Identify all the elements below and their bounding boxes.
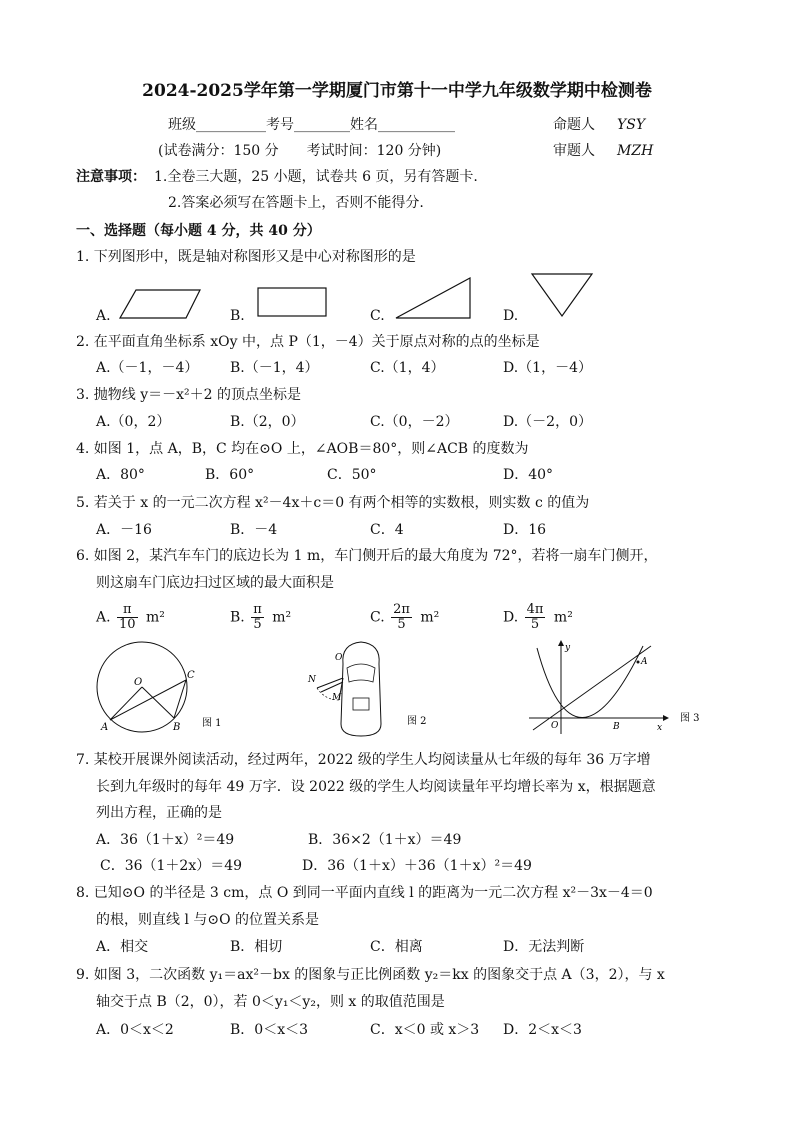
page-title: 2024-2025学年第一学期厦门市第十一中学九年级数学期中检测卷 [142,81,652,101]
fig1-label-a: A [101,722,109,733]
class-id-name-fields: 班级__________考号________姓名___________ [168,117,455,133]
fig1-label-o: O [134,677,143,688]
fig3-label-o: O [551,721,559,731]
reviewer-name: MZH [617,143,654,159]
car-body [341,642,381,736]
inverted-triangle-shape [532,274,592,316]
q2-option-b: B.（－1，4） [230,360,319,376]
q6-c-denominator: 5 [397,617,406,632]
fig3-label-x: x [657,723,663,733]
parabola-y1 [537,646,643,718]
q2-stem: 2. 在平面直角坐标系 xOy 中，点 P（1，－4）关于原点对称的点的坐标是 [76,334,540,350]
fig2-label-o: O [335,653,343,663]
q4-option-d: D．40° [503,467,554,483]
q1-option-a: A. [96,308,111,324]
q5-option-b: B．－4 [230,522,278,538]
fig1-label-b: B [173,722,181,733]
q1-option-d: D. [503,308,519,324]
q6-b-numerator: π [253,602,262,617]
q8-stem-line-1: 8. 已知⊙O 的半径是 3 cm，点 O 到同一平面内直线 l 的距离为一元二次方程 x²－3x－4＝0 [76,885,653,901]
q6-a-numerator: π [117,603,138,618]
fig3-label-a: A [641,657,648,667]
q9-option-b: B．0＜x＜3 [230,1022,308,1038]
fig3-label-b: B [613,722,620,732]
q6-option-b-fraction [251,603,264,632]
q6-option-d [503,603,573,632]
q6-d-numerator: 4π [526,602,544,617]
notes-line-1: 1.全卷三大题，25 小题，试卷共 6 页，另有答题卡. [154,169,478,185]
q6-option-b [230,603,291,632]
q6-option-b-letter: B. [230,609,245,626]
exam-info: (试卷满分：150 分 考试时间：120 分钟) [158,143,442,159]
q4-option-a: A．80° [96,467,145,483]
q6-option-a [96,603,165,632]
figure-3 [525,638,715,738]
q7-option-d: D．36（1＋x）＋36（1＋x）²＝49 [302,858,532,874]
q8-option-d: D．无法判断 [503,939,585,955]
q6-option-d-unit: m² [553,609,573,626]
q3-option-a: A.（0，2） [96,414,171,430]
q6-option-a-fraction [117,603,138,632]
q4-option-b: B．60° [205,467,255,483]
q8-stem-line-2: 的根，则直线 l 与⊙O 的位置关系是 [96,912,320,928]
fig3-label-y: y [565,643,571,653]
q6-option-c-fraction [391,603,412,632]
q3-option-b: B.（2，0） [230,414,305,430]
parallelogram-shape [120,290,200,318]
segment-ob [142,687,174,718]
q7-option-b: B．36×2（1＋x）＝49 [308,832,462,848]
q8-option-c: C．相离 [370,939,423,955]
q9-option-d: D．2＜x＜3 [503,1022,582,1038]
car-door-open-2 [321,682,343,692]
q1-option-b: B. [230,308,245,324]
car-windshield [347,664,375,682]
car-door-open [317,678,343,688]
fig1-label-c: C [187,670,195,681]
section-heading: 一、选择题（每小题 4 分，共 40 分） [76,223,321,239]
q7-stem-line-2: 长到九年级时的每年 49 万字．设 2022 级的学生人均阅读量年平均增长率为 x，根据题意 [96,779,656,795]
point-a [637,661,640,664]
fig3-caption: 图 3 [680,713,700,724]
notes-label: 注意事项： [76,169,146,185]
fig2-label-m: M [332,693,342,703]
q6-option-a-unit: m² [146,609,165,626]
q5-stem: 5. 若关于 x 的一元二次方程 x²－4x＋c＝0 有两个相等的实数根，则实数 c 的值为 [76,495,590,511]
q6-option-c-unit: m² [420,609,440,626]
q3-option-d: D.（－2，0） [503,414,592,430]
q8-option-b: B．相切 [230,939,283,955]
notes-line-2: 2.答案必须写在答题卡上，否则不能得分. [168,195,424,211]
q5-option-d: D．16 [503,522,547,538]
q6-option-d-fraction [525,603,546,632]
q5-option-a: A．－16 [96,522,152,538]
q7-stem-line-3: 列出方程，正确的是 [96,805,222,821]
q6-option-c-letter: C. [370,609,385,626]
fig2-caption: 图 2 [407,716,427,727]
q3-stem: 3. 抛物线 y＝－x²＋2 的顶点坐标是 [76,387,302,403]
q6-a-denominator: 10 [119,617,136,632]
q7-option-c: C．36（1＋2x）＝49 [100,858,243,874]
q6-option-c [370,603,439,632]
q6-b-denominator: 5 [253,617,262,632]
figure-2 [305,638,435,740]
q1-shapes [0,0,794,330]
right-triangle-shape [396,278,470,318]
q6-stem-line-1: 6. 如图 2，某汽车车门的底边长为 1 m，车门侧开后的最大角度为 72°，若将一扇车门侧开， [76,548,658,564]
q1-stem: 1. 下列图形中，既是轴对称图形又是中心对称图形的是 [76,249,416,265]
q6-c-numerator: 2π [393,602,410,617]
segment-oa [110,687,142,720]
q2-option-a: A.（－1，－4） [96,360,199,376]
y-axis-arrow [558,640,564,646]
q9-stem-line-2: 轴交于点 B（2，0），若 0＜y₁＜y₂，则 x 的取值范围是 [96,994,445,1010]
rectangle-shape [258,288,326,316]
reviewer-label: 审题人 [553,143,595,159]
q6-stem-line-2: 则这扇车门底边扫过区域的最大面积是 [96,575,334,591]
q5-option-c: C．4 [370,522,404,538]
car-rear-window [353,698,369,710]
q9-stem-line-1: 9. 如图 3，二次函数 y₁＝ax²－bx 的图象与正比例函数 y₂＝kx 的图象交于点 A（3，2），与 x [76,967,665,983]
q3-option-c: C.（0，－2） [370,414,459,430]
q4-option-c: C．50° [327,467,377,483]
q7-option-a: A．36（1＋x）²＝49 [96,832,235,848]
author-label: 命题人 [553,117,595,133]
q9-option-a: A．0＜x＜2 [96,1022,174,1038]
x-axis-arrow [663,715,669,721]
q2-option-c: C.（1，4） [370,360,445,376]
segment-ac [110,680,186,720]
q4-stem: 4. 如图 1，点 A，B，C 均在⊙O 上，∠AOB＝80°，则∠ACB 的度数为 [76,441,529,457]
author-name: YSY [617,117,646,133]
fig2-label-n: N [308,675,316,685]
figure-1 [96,640,236,740]
q1-option-c: C. [370,308,385,324]
q9-option-c: C．x＜0 或 x＞3 [370,1022,480,1038]
q6-option-b-unit: m² [272,609,292,626]
q7-stem-line-1: 7. 某校开展课外阅读活动，经过两年，2022 级的学生人均阅读量从七年级的每年 36 万字增 [76,752,651,768]
q6-option-a-letter: A. [96,609,111,626]
q6-d-denominator: 5 [530,617,540,632]
q2-option-d: D.（1，－4） [503,360,592,376]
fig1-caption: 图 1 [202,718,222,729]
q8-option-a: A．相交 [96,939,149,955]
q6-option-d-letter: D. [503,609,519,626]
